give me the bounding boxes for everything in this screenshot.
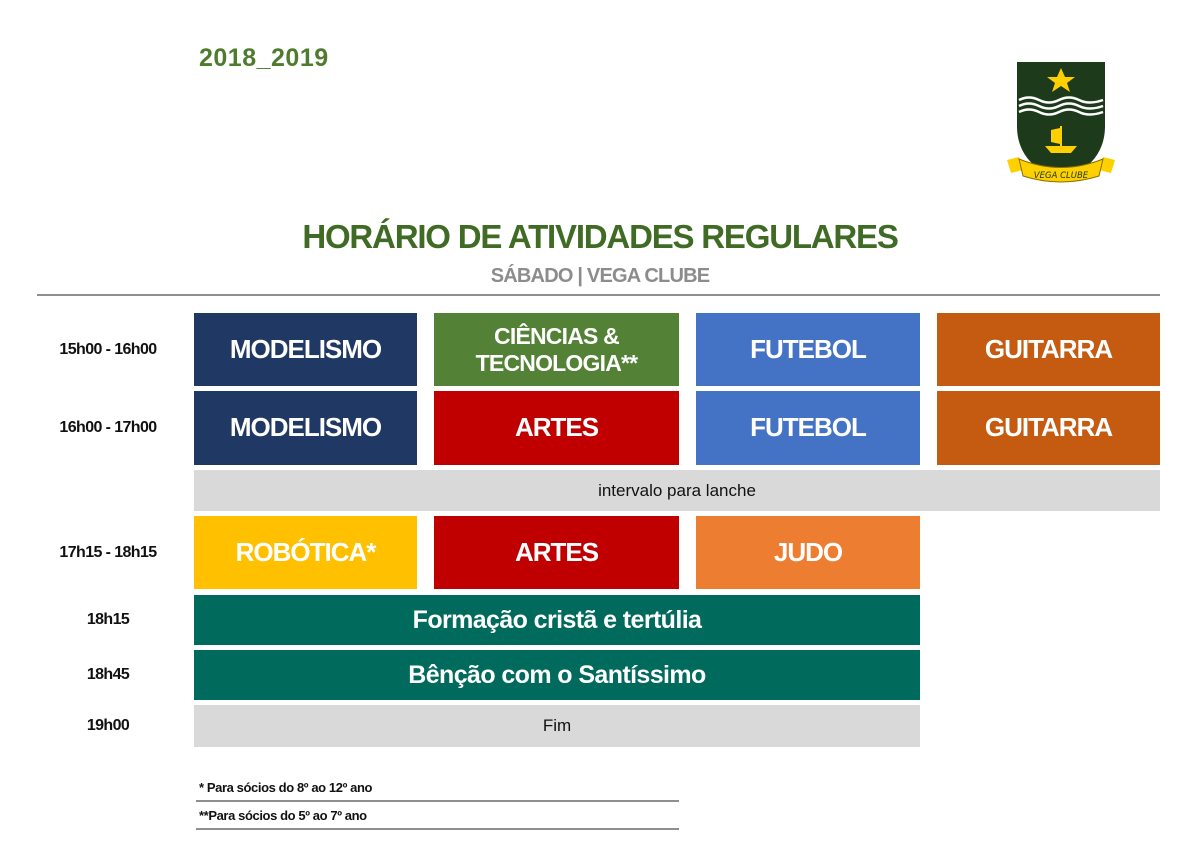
page-subtitle: SÁBADO | VEGA CLUBE [490, 265, 710, 287]
time-label: 19h00 [86, 717, 130, 734]
end-band: Fim [194, 705, 920, 747]
page-title: HORÁRIO DE ATIVIDADES REGULARES [302, 218, 898, 255]
activity-artes: ARTES [434, 391, 679, 465]
time-label: 18h45 [86, 666, 130, 683]
activity-label-line: TECNOLOGIA** [475, 349, 638, 376]
activity-ciencias-tecnologia [434, 313, 679, 386]
crest-banner-text: VEGA CLUBE [1033, 171, 1089, 181]
title-divider [37, 294, 1160, 296]
time-label: 16h00 - 17h00 [59, 418, 157, 436]
time-label: 18h15 [86, 611, 130, 628]
activity-futebol: FUTEBOL [696, 391, 920, 465]
activity-artes: ARTES [434, 516, 679, 589]
footnote-divider [196, 800, 679, 802]
formation-band: Formação cristã e tertúlia [194, 595, 920, 645]
vega-clube-crest-icon [1005, 60, 1117, 188]
school-year: 2018_2019 [199, 44, 329, 72]
activity-guitarra: GUITARRA [937, 391, 1160, 465]
activity-modelismo: MODELISMO [194, 391, 417, 465]
activity-robotica: ROBÓTICA* [194, 516, 417, 589]
time-label: 17h15 - 18h15 [59, 543, 157, 561]
time-label: 15h00 - 16h00 [59, 340, 157, 358]
blessing-band: Bênção com o Santíssimo [194, 650, 920, 700]
footnote: * Para sócios do 8º ao 12º ano [199, 780, 373, 795]
activity-modelismo: MODELISMO [194, 313, 417, 386]
footnote-divider [196, 828, 679, 830]
activity-futebol: FUTEBOL [696, 313, 920, 386]
activity-judo: JUDO [696, 516, 920, 589]
activity-guitarra: GUITARRA [937, 313, 1160, 386]
snack-break-band: intervalo para lanche [194, 470, 1160, 511]
footnote: **Para sócios do 5º ao 7º ano [199, 808, 367, 823]
activity-label-line: CIÊNCIAS & [494, 323, 619, 350]
